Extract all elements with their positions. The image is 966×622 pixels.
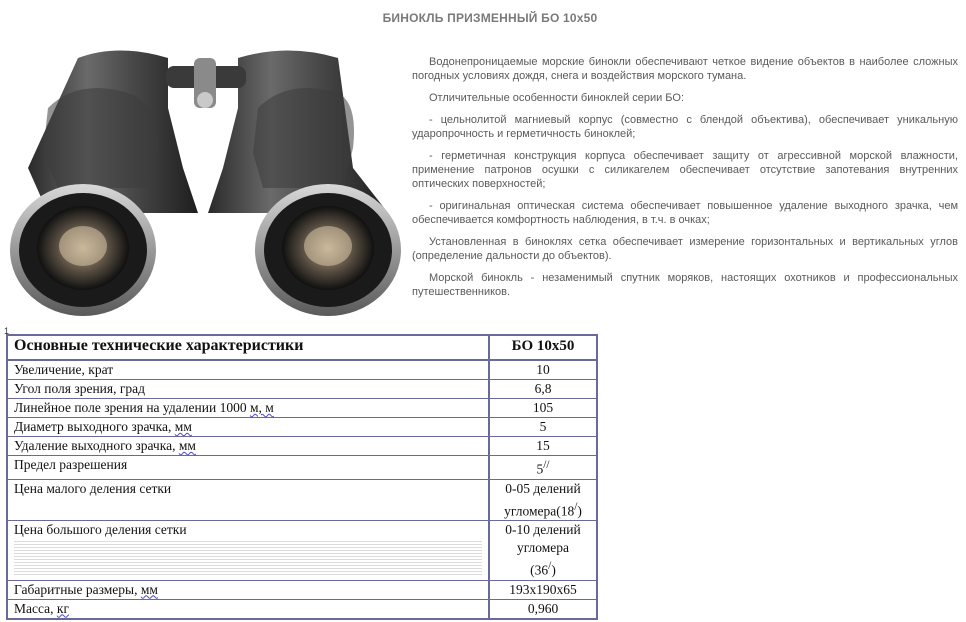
- spec-value: 0,960: [489, 599, 597, 619]
- description-paragraph: Отличительные особенности биноклей серии БО:: [429, 92, 685, 104]
- hatched-cell-area: [14, 557, 482, 575]
- spec-label: Цена малого деления сетки: [7, 479, 489, 521]
- spec-value-number: 5: [536, 461, 544, 477]
- spec-label: Масса, кг: [7, 599, 489, 619]
- spec-value: 105: [489, 399, 597, 418]
- spec-table: [6, 334, 598, 620]
- table-row: [7, 418, 597, 437]
- table-row: [7, 380, 597, 399]
- description-paragraph: - герметичная конструкция корпуса обеспечивает защиту от агрессивной морской влажности, применение патронов осушки с силикагелем обеспечивает отсутствие запотевания внутренних оптических поверхностей;: [412, 150, 958, 190]
- description-paragraph: Морской бинокль - незаменимый спутник моряков, настоящих охотников и профессиональных путешественников.: [412, 272, 958, 298]
- spec-value: [489, 456, 597, 480]
- hatched-cell-area: [14, 539, 482, 557]
- spec-label: Увеличение, крат: [7, 360, 489, 380]
- spec-value-line: 0-10 делений: [505, 522, 581, 537]
- spec-label: Диаметр выходного зрачка, мм: [7, 418, 489, 437]
- description-paragraph: Установленная в биноклях сетка обеспечивает измерение горизонтальных и вертикальных углов (определение дальности до объектов).: [412, 236, 958, 262]
- description-text: [412, 55, 958, 307]
- spec-value: 193х190х65: [489, 580, 597, 599]
- spec-label: Линейное поле зрения на удалении 1000 м, м: [7, 399, 489, 418]
- table-row: [7, 479, 597, 521]
- table-row: [7, 360, 597, 380]
- spec-header-value: БО 10х50: [489, 335, 597, 360]
- spec-label: Удаление выходного зрачка, мм: [7, 437, 489, 456]
- spec-label: Цена большого деления сетки: [7, 521, 489, 581]
- spec-value-superscript: //: [543, 459, 550, 471]
- table-row: [7, 521, 597, 581]
- spec-label: Угол поля зрения, град: [7, 380, 489, 399]
- table-row: [7, 599, 597, 619]
- binoculars-image: [8, 38, 404, 320]
- page-title: БИНОКЛЬ ПРИЗМЕННЫЙ БО 10х50: [382, 11, 598, 25]
- spec-value: 15: [489, 437, 597, 456]
- spec-header-label: Основные технические характеристики: [7, 335, 489, 360]
- spec-value: [489, 521, 597, 581]
- spec-value-line: (36/): [530, 560, 556, 578]
- spec-value-line: угломера: [516, 540, 570, 555]
- spec-value: [489, 479, 597, 521]
- spec-label: Предел разрешения: [7, 456, 489, 480]
- description-paragraph: - оригинальная оптическая система обеспечивает повышенное удаление выходного зрачка, чем обеспечивается комфортность наблюдения, в т.ч. в очках;: [412, 200, 958, 226]
- table-row: [7, 437, 597, 456]
- table-row: [7, 456, 597, 480]
- spec-value-line: угломера(18/): [504, 500, 582, 518]
- table-row: [7, 580, 597, 599]
- spec-value-line: 0-05 делений: [505, 480, 581, 496]
- table-header-row: [7, 335, 597, 360]
- spec-label: Габаритные размеры, мм: [7, 580, 489, 599]
- spec-value: 6,8: [489, 380, 597, 399]
- table-row: [7, 399, 597, 418]
- spec-value: 5: [489, 418, 597, 437]
- spec-value: 10: [489, 360, 597, 380]
- page-marker: 1: [4, 326, 10, 336]
- description-paragraph: - цельнолитой магниевый корпус (совместно с блендой объектива), обеспечивает уникальную ударопрочность и герметичность биноклей;: [412, 114, 958, 140]
- description-paragraph: Водонепроницаемые морские бинокли обеспечивают четкое видение объектов в наиболее сложных погодных условиях дождя, снега и воздействия морского тумана.: [412, 56, 958, 82]
